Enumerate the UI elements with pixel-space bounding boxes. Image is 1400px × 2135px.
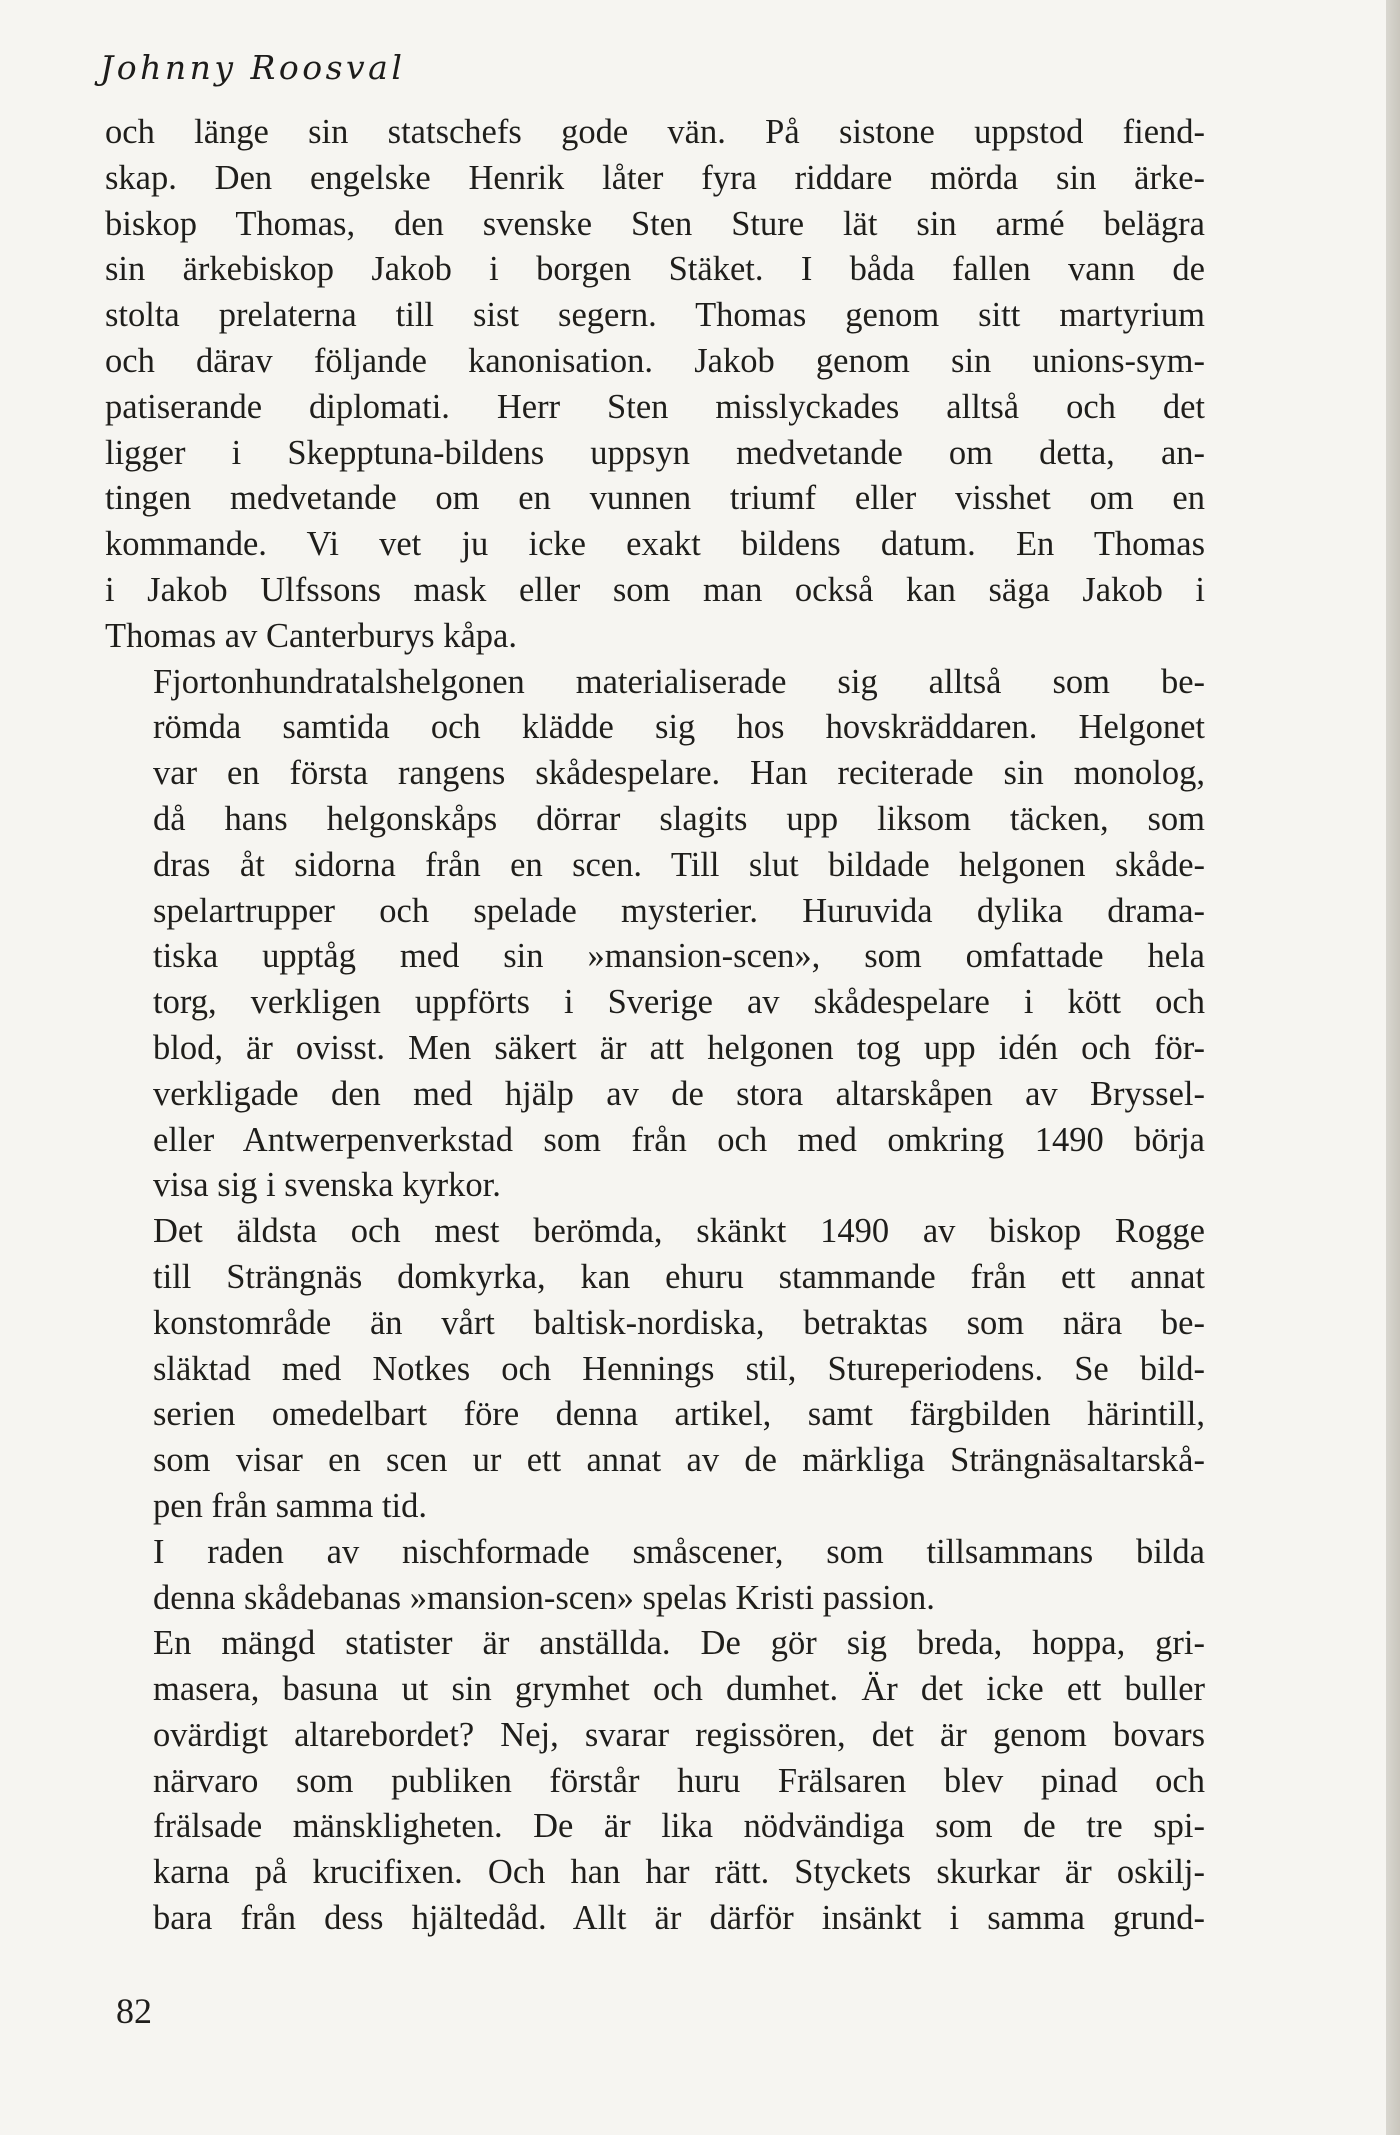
text-line: Det äldsta och mest berömda, skänkt 1490 av biskop Rogge	[153, 1212, 1205, 1251]
text-line: karna på krucifixen. Och han har rätt. Styckets skurkar är oskilj-	[153, 1853, 1205, 1892]
text-line: biskop Thomas, den svenske Sten Sture lät sin armé belägra	[105, 204, 1205, 243]
text-line: Fjortonhundratalshelgonen materialiserade sig alltså som be-	[153, 662, 1205, 701]
paragraph	[105, 660, 1205, 1210]
text-line: patiserande diplomati. Herr Sten misslyckades alltså och det	[105, 387, 1205, 426]
text-line: till Strängnäs domkyrka, kan ehuru stammande från ett annat	[153, 1257, 1205, 1296]
text-line: visa sig i svenska kyrkor.	[153, 1166, 501, 1205]
text-line: som visar en scen ur ett annat av de märkliga Strängnäsaltarskå-	[153, 1441, 1205, 1480]
text-line: spelartrupper och spelade mysterier. Huruvida dylika drama-	[153, 891, 1205, 930]
text-line: I raden av nischformade småscener, som tillsammans bilda	[153, 1532, 1205, 1571]
text-line: tiska upptåg med sin »mansion-scen», som omfattade hela	[153, 937, 1205, 976]
text-line: blod, är ovisst. Men säkert är att helgonen tog upp idén och för-	[153, 1028, 1205, 1067]
text-line: närvaro som publiken förstår huru Frälsaren blev pinad och	[153, 1761, 1205, 1800]
text-line: då hans helgonskåps dörrar slagits upp liksom täcken, som	[153, 799, 1205, 838]
text-line: och länge sin statschefs gode vän. På sistone uppstod fiend-	[105, 113, 1205, 151]
text-line: bara från dess hjältedåd. Allt är därför insänkt i samma grund-	[153, 1899, 1205, 1938]
text-line: eller Antwerpenverkstad som från och med omkring 1490 börja	[153, 1120, 1205, 1159]
text-line: i Jakob Ulfssons mask eller som man också kan säga Jakob i	[105, 570, 1205, 609]
text-line: stolta prelaterna till sist segern. Thomas genom sitt martyrium	[105, 296, 1205, 335]
text-line: En mängd statister är anställda. De gör sig breda, hoppa, gri-	[153, 1624, 1205, 1663]
text-line: kommande. Vi vet ju icke exakt bildens datum. En Thomas	[105, 525, 1205, 564]
paragraph	[105, 1209, 1205, 1530]
text-line: var en första rangens skådespelare. Han reciterade sin monolog,	[153, 754, 1205, 793]
body-text	[105, 110, 1205, 1942]
paragraph	[105, 1621, 1205, 1942]
text-line: och därav följande kanonisation. Jakob genom sin unions-sym-	[105, 341, 1205, 380]
paragraph	[105, 1530, 1205, 1622]
text-line: tingen medvetande om en vunnen triumf eller visshet om en	[105, 479, 1205, 518]
page-edge	[1386, 0, 1400, 2135]
page-number: 82	[116, 1991, 152, 2031]
text-line: släktad med Notkes och Hennings stil, Stureperiodens. Se bild-	[153, 1349, 1205, 1388]
text-line: frälsade mänskligheten. De är lika nödvändiga som de tre spi-	[153, 1807, 1205, 1846]
text-line: konstområde än vårt baltisk-nordiska, betraktas som nära be-	[153, 1303, 1205, 1342]
paragraph	[105, 110, 1205, 660]
text-line: skap. Den engelske Henrik låter fyra riddare mörda sin ärke-	[105, 158, 1205, 197]
text-line: pen från samma tid.	[153, 1486, 427, 1525]
running-header: Johnny Roosval	[100, 48, 406, 87]
text-line: ligger i Skepptuna-bildens uppsyn medvetande om detta, an-	[105, 433, 1205, 472]
text-line: dras åt sidorna från en scen. Till slut bildade helgonen skåde-	[153, 845, 1205, 884]
text-line: Thomas av Canterburys kåpa.	[105, 616, 517, 655]
text-line: römda samtida och klädde sig hos hovskräddaren. Helgonet	[153, 708, 1205, 747]
text-line: ovärdigt altarebordet? Nej, svarar regissören, det är genom bovars	[153, 1715, 1205, 1754]
text-line: serien omedelbart före denna artikel, samt färgbilden härintill,	[153, 1395, 1205, 1434]
text-line: masera, basuna ut sin grymhet och dumhet. Är det icke ett buller	[153, 1670, 1205, 1709]
text-line: verkligade den med hjälp av de stora altarskåpen av Bryssel-	[153, 1074, 1205, 1113]
text-line: sin ärkebiskop Jakob i borgen Stäket. I båda fallen vann de	[105, 250, 1205, 289]
text-line: denna skådebanas »mansion-scen» spelas Kristi passion.	[153, 1578, 935, 1617]
text-line: torg, verkligen uppförts i Sverige av skådespelare i kött och	[153, 983, 1205, 1022]
